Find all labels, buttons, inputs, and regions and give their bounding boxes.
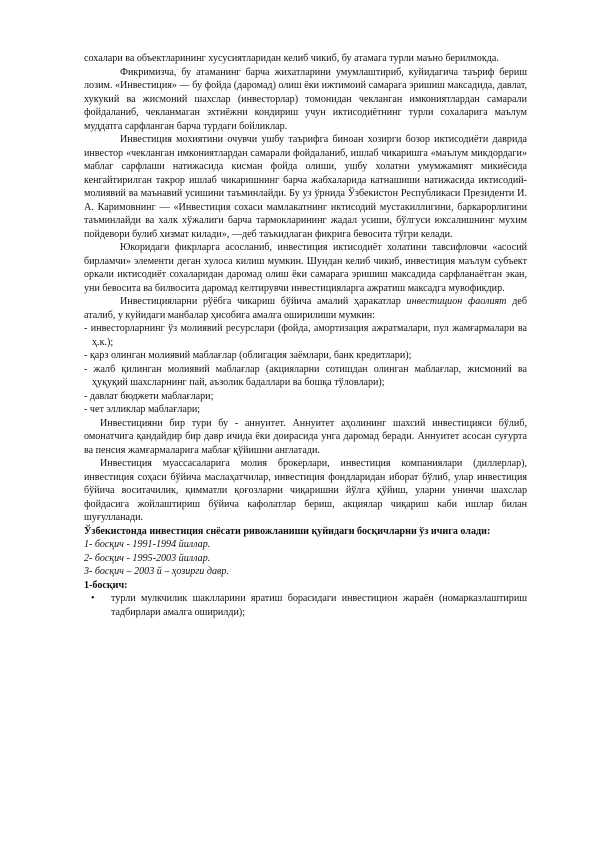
paragraph-investment-activity-lead: Инвестицияларни рўёбга чикариш бўйича амалий ҳаракатлар <box>120 296 407 307</box>
list-item: - инвесторларнинг ўз молиявий ресурслари (фойда, амортизация ажратмалари, пул жамғармалари ва ҳ.к.); <box>84 323 527 348</box>
paragraph-investment-institutions: Инвестиция муассасаларига молия брокерлари, инвестиция компаниялари (диллерлар), инвестиция соҳаси бўйича маслаҳатчилар, инвестиция фондларидан иборат бўлиб, улар инвестиция бўйича воситачилик, қимматли қоғозларни чиқаришни йўлга қўйиш, уларни унинчи шахслар фойдасига жойлаштириш бўйича кафолатлар бериш, акциялар чиқариш каби ишлар билан шуғулланади. <box>84 458 527 523</box>
term-investment-activity: инвестицион фаолият <box>406 296 507 307</box>
bullet-icon: • <box>91 593 95 604</box>
bullet-text: турли мулкчилик шаклларини яратиш борасидаги инвестицион жараён (номарказлаштириш тадбирлари амалга оширилди); <box>111 593 527 618</box>
section-heading: Ўзбекистонда инвестиция снёсати ривожланиши қуйидаги босқичларни ўз ичига олади: <box>84 525 491 537</box>
paragraph-essence: Инвестиция мохиятини очувчи ушбу таърифга биноан хозирги бозор иктисодиёти даврида инвестор «чекланган имкониятлардан самарали фойдаланиб, ишлаб чикаришга «маълум микдордаги» маблаг сарфлаши натижасида кисман фойда олиши, ушбу холатни умумжамият микиёсида кенгайтирилган такрор ишлаб чикаришнинг барча жабхаларида катнашиши натижасида иктисодий-молиявий ва маънавий усишини таъминлайди. Бу уз ўрнида Ўзбекистон Республикаси Президенти И. А. Каримовнинг — «Инвестиция сохаси мамлакатнинг иктисодий мустакиллигини, баркарорлигини таъминлайди ва халк хўжалиги барча тармокларининг жадал усиши, бўлгуси юксалишнинг мухим пойдевори булиб хизмат килади», —деб таъкидлаган фикрига бевосита тўгри келади. <box>84 134 527 240</box>
paragraph-definition: Фикримизча, бу атаманинг барча жихатларини умумлаштириб, куйидагича таъриф бериш лозим. «Инвестиция» — бу фойда (даромад) олиш ёки ижтимоий самарага эришиш максадида, давлат, хукукий ва жисмоний шахслар (инвесторлар) томонидан чекланган имкониятлардан самарали фойдаланиб, чекланмаган эхтиёжни кондириш учун иктисодиётнинг турли сохаларига маълум муддатга сарфланган барча турдаги бойликлар. <box>84 66 527 132</box>
stage-line-2: 2- босқич - 1995-2003 йиллар. <box>84 552 211 564</box>
funding-sources-list <box>84 322 527 417</box>
stage-1-bullet-list <box>84 592 527 619</box>
stage-line-1: 1- босқич - 1991-1994 йиллар. <box>84 539 211 550</box>
list-item: - жалб қилинган молиявий маблағлар (акцияларни сотишдан олинган маблағлар, жисмоний ва ҳуқуқий шахсларнинг пай, аъзолик бадаллари ва бошқа тўловлари); <box>84 363 527 388</box>
paragraph-investment-activity-tail: деб аталиб, у куйидаги манбалар ҳисобига амалга оширилиши мумкин: <box>84 296 527 321</box>
list-item: - қарз олинган молиявий маблағлар (облигация заёмлари, банк кредитлари); <box>84 350 412 361</box>
document-page <box>84 52 527 619</box>
stage-line-3: 3- босқич – 2003 й – ҳозирги давр. <box>84 566 229 577</box>
paragraph-investment-activity <box>84 295 527 322</box>
list-item: - чет элликлар маблағлари; <box>84 404 201 415</box>
paragraph-intro-continuation: сохалари ва объектларининг хусусиятларидан келиб чикиб, бу атамага турли маъно берилмокда. <box>84 53 499 64</box>
paragraph-annuity: Инвестицияни бир тури бу - аннуитет. Аннуитет аҳолининг шахсий инвестицияси бўлиб, омонатчига қандайдир бир давр ичида ёки доирасида унга даромад беради. Аннуитет асосан суғурта ва пенсия жамғармаларига маблағ қўйишни англатади. <box>84 417 527 456</box>
list-item: - давлат бюджети маблағлари; <box>84 390 214 402</box>
list-item <box>84 592 527 619</box>
stage-title: 1-босқич: <box>84 579 128 591</box>
paragraph-conclusion: Юкоридаги фикрларга асосланиб, инвестиция иктисодиёт холатини тавсифловчи «асосий бирламчи» элементи деган хулоса килиш мумкин. Шундан келиб чикиб, инвестиция маълум субъект оркали иктисодиёт сохаларидан даромад олиш ёки самарага эришиш максадида сарфланаётган экан, уни бевосита ва билвосита даромад келтирувчи инвестицияларга ажратиш максадга мувофикдир. <box>84 242 527 294</box>
